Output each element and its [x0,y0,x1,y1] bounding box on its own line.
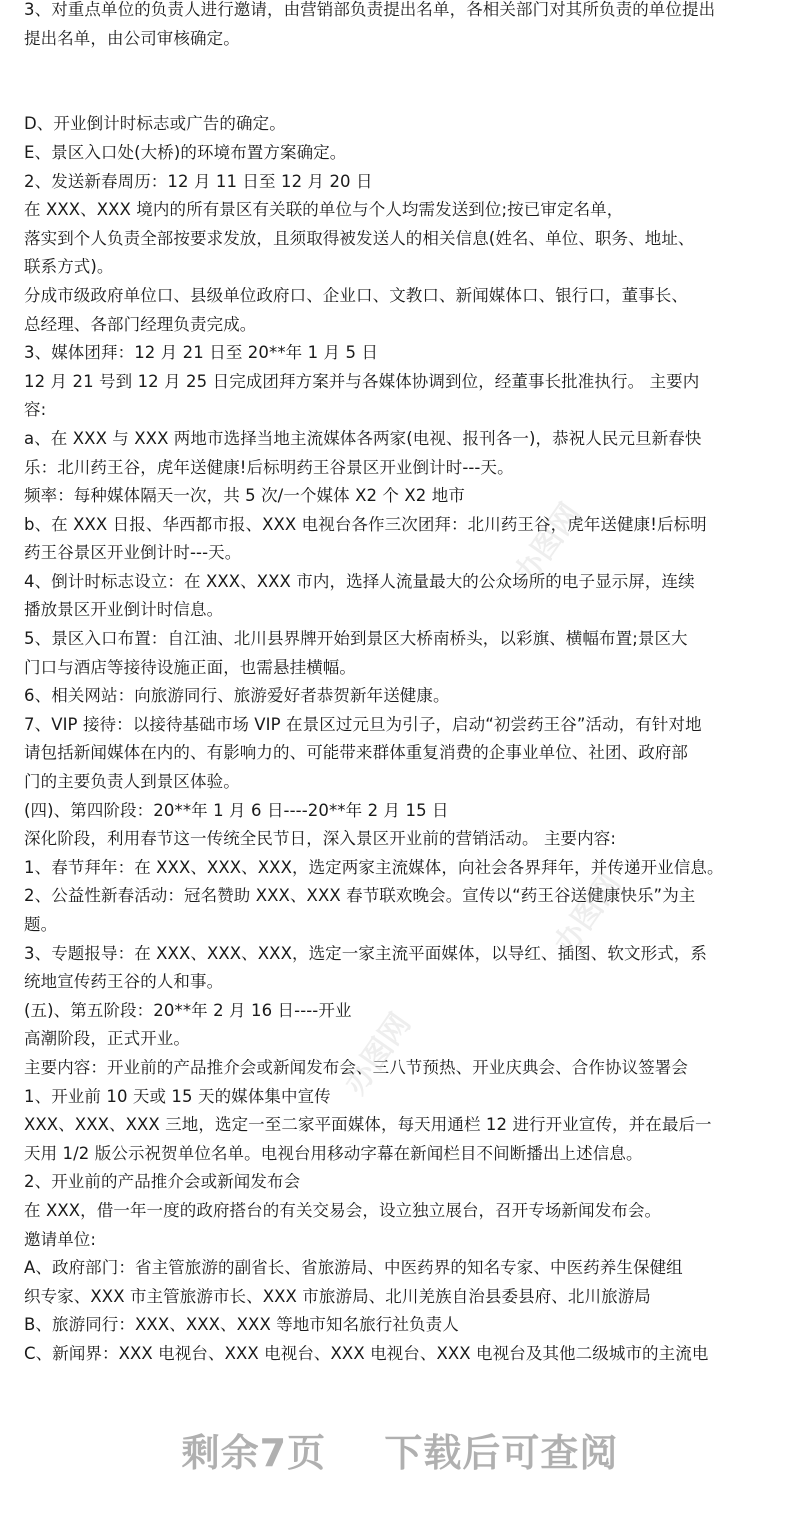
download-text: 下载后可查阅 [384,1431,619,1475]
text-line: 在 XXX，借一年一度的政府搭台的有关交易会，设立独立展台，召开专场新闻发布会。 [24,1200,662,1220]
text-line: D、开业倒计时标志或广告的确定。 [24,114,286,134]
text-line: 主要内容：开业前的产品推介会或新闻发布会、三八节预热、开业庆典会、合作协议签署会 [24,1057,688,1077]
text-line: 容: [24,400,47,420]
text-line: 门口与酒店等接待设施正面，也需悬挂横幅。 [24,657,356,677]
text-line: 落实到个人负责全部按要求发放，且须取得被发送人的相关信息(姓名、单位、职务、地址、 [24,228,695,248]
text-line: 提出名单，由公司审核确定。 [24,28,240,48]
text-line: 在 XXX、XXX 境内的所有景区有关联的单位与个人均需发送到位;按已审定名单， [24,200,624,220]
text-line: 2、发送新春周历：12 月 11 日至 12 月 20 日 [24,171,373,191]
text-line: 分成市级政府单位口、县级单位政府口、企业口、文教口、新闻媒体口、银行口，董事长、 [24,285,688,305]
text-line: XXX、XXX、XXX 三地，选定一至二家平面媒体，每天用通栏 12 进行开业宣传，并在最后一 [24,1115,712,1135]
text-line: 4、倒计时标志设立：在 XXX、XXX 市内，选择人流量最大的公众场所的电子显示屏，连续 [24,571,695,591]
text-line: C、新闻界：XXX 电视台、XXX 电视台、XXX 电视台、XXX 电视台及其他二级城市的主流电 [24,1343,709,1363]
text-line [24,53,784,82]
text-line: 2、开业前的产品推介会或新闻发布会 [24,1172,301,1192]
text-line: 5、景区入口布置：自江油、北川县界牌开始到景区大桥南桥头，以彩旗、横幅布置;景区大 [24,629,688,649]
text-line: E、景区入口处(大桥)的环境布置方案确定。 [24,142,347,162]
text-line: 题。 [24,915,58,934]
watermark: 办图网 [337,1007,419,1101]
text-line: 天用 1/2 版公示祝贺单位名单。电视台用移动字幕在新闻栏目不间断播出上述信息。 [24,1143,643,1163]
document-body [24,0,784,1369]
text-line: (四)、第四阶段：20**年 1 月 6 日----20**年 2 月 15 日 [24,800,449,820]
text-line: 3、媒体团拜：12 月 21 日至 20**年 1 月 5 日 [24,343,379,363]
text-line: 乐：北川药王谷，虎年送健康!后标明药王谷景区开业倒计时---天。 [24,457,514,477]
text-line: 3、对重点单位的负责人进行邀请，由营销部负责提出名单，各相关部门对其所负责的单位提出 [24,0,716,19]
watermark: 办图网 [547,867,629,961]
text-line [24,82,784,111]
text-line: 3、专题报导：在 XXX、XXX、XXX，选定一家主流平面媒体，以导红、插图、软文形式，系 [24,943,707,963]
text-line: 联系方式)。 [24,257,114,277]
text-line: 总经理、各部门经理负责完成。 [24,314,257,334]
watermark: 办图网 [507,497,589,591]
text-line: 播放景区开业倒计时信息。 [24,600,224,620]
text-line: 1、开业前 10 天或 15 天的媒体集中宣传 [24,1086,331,1106]
text-line: 7、VIP 接待：以接待基础市场 VIP 在景区过元旦为引子，启动“初尝药王谷”活动，有针对地 [24,714,702,734]
text-line: 6、相关网站：向旅游同行、旅游爱好者恭贺新年送健康。 [24,686,450,706]
download-prompt[interactable] [0,1422,800,1477]
text-line: b、在 XXX 日报、华西都市报、XXX 电视台各作三次团拜：北川药王谷，虎年送健康!后标明 [24,514,707,534]
text-line: 请包括新闻媒体在内的、有影响力的、可能带来群体重复消费的企事业单位、社团、政府部 [24,743,688,763]
text-line: 药王谷景区开业倒计时---天。 [24,543,242,563]
text-line: 统地宣传药王谷的人和事。 [24,972,224,992]
text-line: 高潮阶段，正式开业。 [24,1029,190,1049]
text-line: A、政府部门：省主管旅游的副省长、省旅游局、中医药界的知名专家、中医药养生保健组 [24,1258,683,1278]
text-line: (五)、第五阶段：20**年 2 月 16 日----开业 [24,1000,352,1020]
text-line: 2、公益性新春活动：冠名赞助 XXX、XXX 春节联欢晚会。宣传以“药王谷送健康快乐”为主 [24,886,696,906]
text-line: a、在 XXX 与 XXX 两地市选择当地主流媒体各两家(电视、报刊各一)，恭祝人民元旦新春快 [24,428,702,448]
text-line: 门的主要负责人到景区体验。 [24,772,240,792]
remaining-pages-text: 剩余7页 [181,1431,327,1475]
text-line: 织专家、XXX 市主管旅游市长、XXX 市旅游局、北川羌族自治县委县府、北川旅游局 [24,1286,651,1306]
text-line: 邀请单位: [24,1229,97,1249]
text-line: B、旅游同行：XXX、XXX、XXX 等地市知名旅行社负责人 [24,1315,459,1335]
text-line: 12 月 21 号到 12 月 25 日完成团拜方案并与各媒体协调到位，经董事长批准执行。 主要内 [24,371,700,391]
text-line: 频率：每种媒体隔天一次，共 5 次/一个媒体 X2 个 X2 地市 [24,486,465,506]
text-line: 深化阶段，利用春节这一传统全民节日，深入景区开业前的营销活动。 主要内容: [24,829,617,849]
text-line: 1、春节拜年：在 XXX、XXX、XXX，选定两家主流媒体，向社会各界拜年，并传递开业信息。 [24,857,724,877]
